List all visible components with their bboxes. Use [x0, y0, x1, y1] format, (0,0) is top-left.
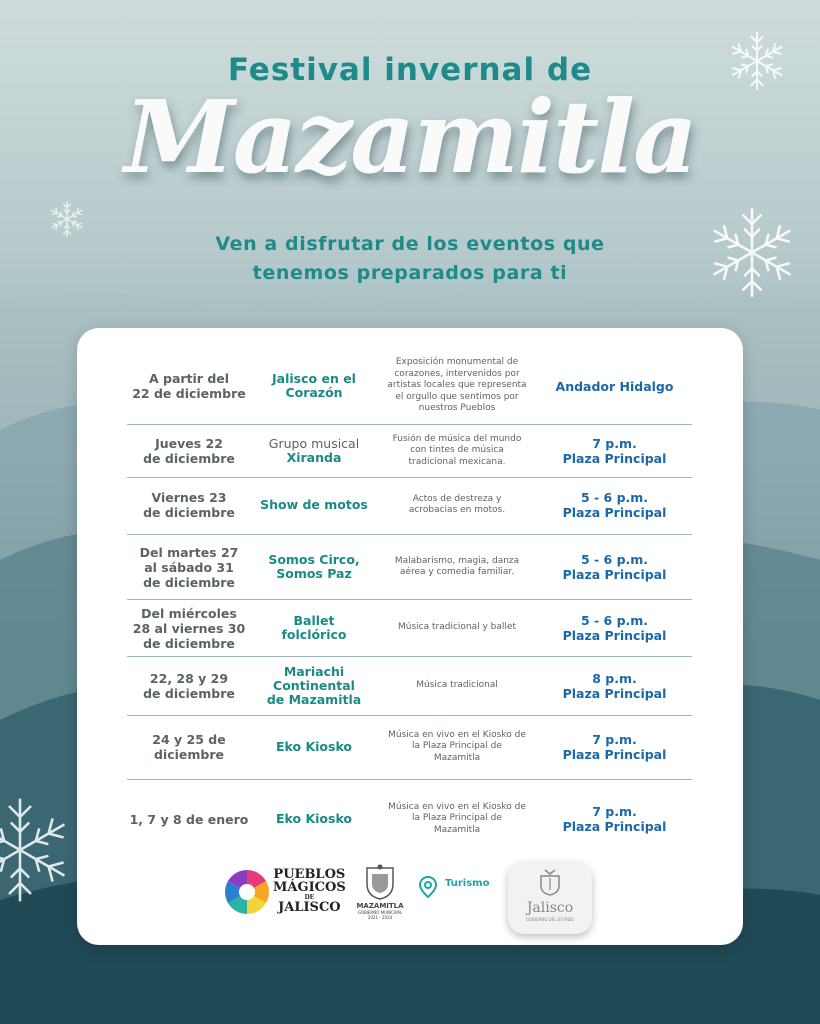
event-date: 22, 28 y 29 de diciembre [143, 671, 235, 701]
location-pin-icon [419, 876, 437, 898]
event-name: Somos Circo, Somos Paz [268, 552, 360, 581]
jalisco-crest-icon [538, 868, 562, 896]
event-name: Jalisco en el Corazón [272, 371, 356, 400]
event-description: Música en vivo en el Kiosko de la Plaza Principal de Mazamitla [388, 801, 526, 835]
event-date: Del martes 27 al sábado 31 de diciembre [139, 544, 239, 590]
event-description: Música tradicional [416, 680, 498, 691]
event-row [127, 425, 692, 477]
sponsor-logos [77, 848, 743, 938]
event-row [127, 478, 692, 532]
event-description: Malabarismo, magia, danza aérea y comedia familiar. [394, 555, 520, 577]
subtitle-line: tenemos preparados para ti [252, 262, 568, 284]
event-place: 5 - 6 p.m. Plaza Principal [562, 552, 667, 582]
events-card [77, 328, 743, 945]
event-date: Del miércoles 28 al viernes 30 de diciembre [132, 605, 246, 651]
event-date: 1, 7 y 8 de enero [129, 811, 249, 827]
snowflake-icon [0, 795, 80, 905]
event-name: Eko Kiosko [275, 811, 353, 826]
event-row [127, 716, 692, 778]
event-row [127, 600, 692, 656]
jalisco-badge [508, 862, 592, 934]
event-place: 7 p.m. Plaza Principal [562, 732, 667, 762]
subtitle-line: Ven a disfrutar de los eventos que [215, 233, 605, 255]
event-place: 8 p.m. Plaza Principal [562, 671, 667, 701]
event-name: Eko Kiosko [275, 739, 353, 754]
event-description: Actos de destreza y acrobacias en motos. [408, 493, 506, 515]
event-date: 24 y 25 de diciembre [152, 732, 226, 762]
pueblos-magicos-logo [223, 868, 271, 916]
event-row [127, 535, 692, 599]
event-date: A partir del 22 de diciembre [132, 371, 246, 401]
mazamitla-crest-icon [363, 864, 397, 900]
event-date: Viernes 23 de diciembre [143, 490, 235, 520]
event-name: Show de motos [260, 497, 368, 512]
event-date: Jueves 22 de diciembre [143, 436, 235, 466]
jalisco-name: Jalisco [526, 900, 574, 916]
title-top: Festival invernal de [227, 52, 593, 88]
row-divider [127, 779, 692, 780]
event-name: Grupo musical Xiranda [268, 436, 360, 465]
event-place: 7 p.m. Plaza Principal [562, 804, 667, 834]
event-place: 5 - 6 p.m. Plaza Principal [562, 613, 667, 643]
event-description: Música tradicional y ballet [398, 622, 516, 633]
turismo-label: Turismo [445, 878, 490, 889]
event-description: Fusión de música del mundo con tintes de música tradicional mexicana. [392, 433, 522, 467]
event-description: Exposición monumental de corazones, intervenidos por artistas locales que representa el orgullo que sentimos por nuestros Pueblos [387, 357, 527, 414]
title-script: Mazamitla [124, 78, 696, 196]
event-row [127, 350, 692, 422]
event-name: Mariachi Continental de Mazamitla [266, 664, 362, 707]
pueblos-magicos-text: PUEBLOS MÁGICOS DE JALISCO [273, 867, 346, 915]
subtitle [0, 230, 820, 288]
event-row [127, 784, 692, 854]
event-description: Música en vivo en el Kiosko de la Plaza Principal de Mazamitla [388, 729, 526, 763]
jalisco-sub: GOBIERNO DEL ESTADO [525, 917, 575, 922]
event-place: 5 - 6 p.m. Plaza Principal [562, 490, 667, 520]
event-place: 7 p.m. Plaza Principal [562, 436, 667, 466]
event-row [127, 657, 692, 715]
event-name: Ballet folclórico [281, 613, 347, 642]
mazamitla-logo: MAZAMITLA GOBIERNO MUNICIPAL 2021 - 2024 [355, 864, 405, 920]
event-place: Andador Hidalgo [555, 378, 674, 394]
